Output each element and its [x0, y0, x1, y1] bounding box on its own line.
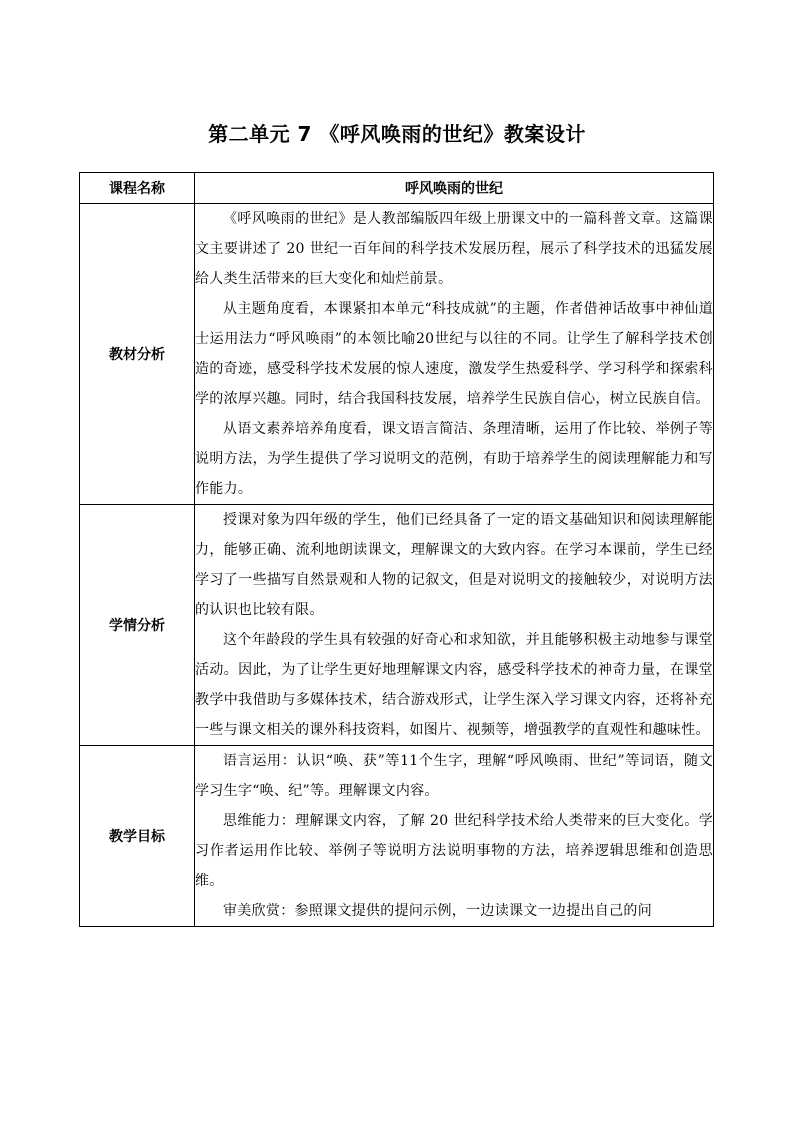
textbook-analysis-content	[195, 204, 714, 505]
paragraph: 这个年龄段的学生具有较强的好奇心和求知欲，并且能够积极主动地参与课堂活动。因此，为了让学生更好地理解课文内容，感受科学技术的神奇力量，在课堂教学中我借助与多媒体技术，结合游戏形式，让学生深入学习课文内容，还将补充一些与课文相关的课外科技资料，如图片、视频等，增强教学的直观性和趣味性。	[195, 632, 713, 738]
paragraph: 思维能力：理解课文内容，了解 20 世纪科学技术给人类带来的巨大变化。学习作者运用作比较、举例子等说明方法说明事物的方法，培养逻辑思维和创造思维。	[195, 813, 713, 889]
table-row-learner-analysis	[80, 505, 714, 746]
lesson-plan-table	[79, 172, 714, 927]
paragraph: 从语文素养培养角度看，课文语言简洁、条理清晰，运用了作比较、举例子等说明方法，为学生提供了学习说明文的范例，有助于培养学生的阅读理解能力和写作能力。	[195, 421, 713, 497]
paragraph: 审美欣赏：参照课文提供的提问示例，一边读课文一边提出自己的问	[223, 903, 652, 919]
table-row-textbook-analysis	[80, 204, 714, 505]
paragraph: 《呼风唤雨的世纪》是人教部编版四年级上册课文中的一篇科普文章。这篇课文主要讲述了 20 世纪一百年间的科学技术发展历程，展示了科学技术的迅猛发展给人类生活带来的巨大变化和灿烂前景。	[195, 211, 713, 287]
table-row-teaching-objectives	[80, 746, 714, 927]
learner-analysis-label: 学情分析	[80, 505, 195, 746]
paragraph: 授课对象为四年级的学生，他们已经具备了一定的语文基础知识和阅读理解能力，能够正确、流利地朗读课文，理解课文的大致内容。在学习本课前，学生已经学习了一些描写自然景观和人物的记叙文，但是对说明文的接触较少，对说明方法的认识也比较有限。	[195, 512, 713, 618]
teaching-objectives-content	[195, 746, 714, 927]
course-name-value: 呼风唤雨的世纪	[195, 173, 714, 204]
textbook-analysis-label: 教材分析	[80, 204, 195, 505]
course-name-label: 课程名称	[80, 173, 195, 204]
learner-analysis-content	[195, 505, 714, 746]
page-title: 第二单元 7 《呼风唤雨的世纪》教案设计	[208, 122, 586, 146]
paragraph: 语言运用：认识“唤、获”等11个生字，理解“呼风唤雨、世纪”等词语，随文学习生字“唤、纪”等。理解课文内容。	[195, 753, 713, 799]
paragraph: 从主题角度看，本课紧扣本单元“科技成就”的主题，作者借神话故事中神仙道士运用法力“呼风唤雨”的本领比喻20世纪与以往的不同。让学生了解科学技术创造的奇迹，感受科学技术发展的惊人速度，激发学生热爱科学、学习科学和探索科学的浓厚兴趣。同时，结合我国科技发展，培养学生民族自信心，树立民族自信。	[195, 301, 713, 407]
table-row-course-name	[80, 173, 714, 204]
teaching-objectives-label: 教学目标	[80, 746, 195, 927]
